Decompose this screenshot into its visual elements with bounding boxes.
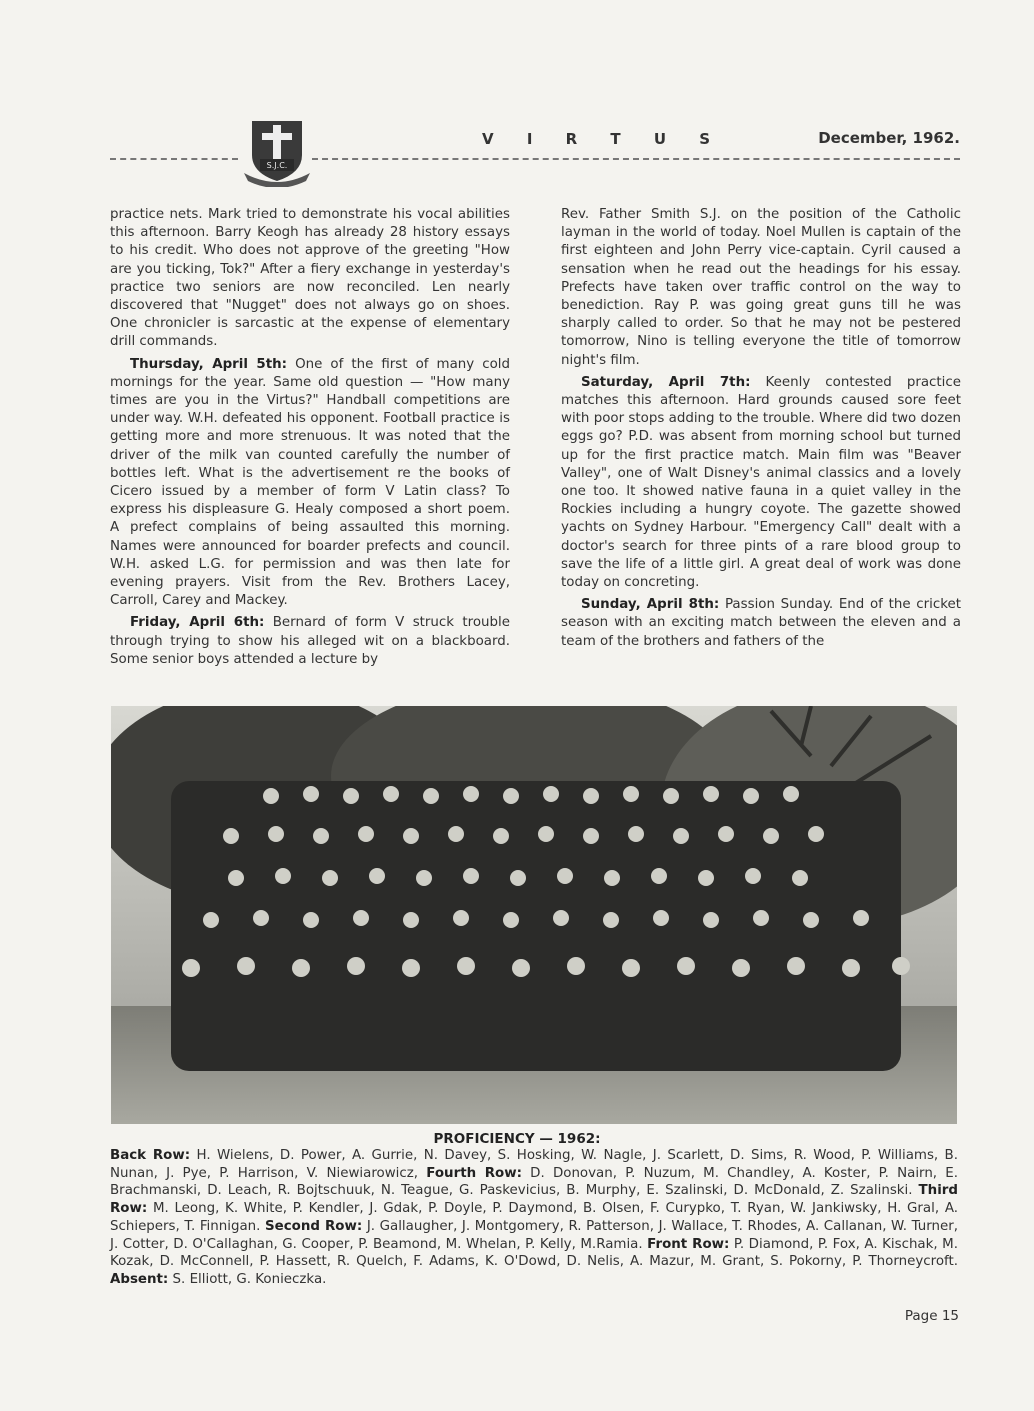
paragraph: Friday, April 6th: Bernard of form V struck trouble through trying to show his alleged wit on a blackboard. Some senior boys attended a lecture by: [110, 615, 510, 667]
date-heading: Thursday, April 5th:: [130, 356, 288, 372]
row-label: Front Row:: [647, 1236, 730, 1252]
row-label: Fourth Row:: [426, 1165, 522, 1181]
row-label: Second Row:: [265, 1218, 363, 1234]
date-heading: Friday, April 6th:: [130, 615, 265, 631]
photo-illustration: [111, 706, 957, 1124]
paragraph: Sunday, April 8th: Passion Sunday. End of the cricket season with an exciting match between the eleven and a team of the brothers and fathers of the: [561, 597, 961, 649]
publication-title: V I R T U S: [482, 130, 725, 148]
paragraph: Rev. Father Smith S.J. on the position of the Catholic layman in the world of today. Noel Mullen is captain of the first eighteen and John Perry vice-captain. Cyril caused a sensation when he read out the headings for his essay. Prefects have taken over traffic control on the way to benediction. Ray P. was going great guns till he was sharply called to order. So that he may not be pestered tomorrow, Nino is telling everyone the title of tomorrow night's film.: [561, 207, 961, 368]
left-column: [110, 206, 510, 673]
paragraph: Saturday, April 7th: Keenly contested practice matches this afternoon. Hard grounds caused sore feet with poor stops adding to the trouble. Where did two dozen eggs go? P.D. was absent from morning school but turned up for the first practice match. Main film was "Beaver Valley", one of Walt Disney's animal classics and a lovely one too. It showed native fauna in a quiet valley in the Rockies including a hungry coyote. The gazette showed yachts on Sydney Harbour. "Emergency Call" dealt with a doctor's search for three pints of a rare blood group to save the life of a little girl. A great deal of work was done today on concreting.: [561, 374, 961, 591]
group-photograph: [111, 706, 957, 1124]
svg-text:S.J.C.: S.J.C.: [266, 161, 288, 170]
issue-date: December, 1962.: [818, 129, 960, 147]
school-crest-icon: [242, 115, 312, 187]
date-heading: Sunday, April 8th:: [581, 597, 720, 613]
photo-caption: Back Row: H. Wielens, D. Power, A. Gurrie, N. Davey, S. Hosking, W. Nagle, J. Scarlett, D. Sims, R. Wood, P. Williams, B. Nunan, J. Pye, P. Harrison, V. Niewiarowicz, Fourth Row: D. Donovan, P. Nuzum, M. Chandley, A. Koster, P. Nairn, E. Brachmanski, D. Leach, R. Bojtschuuk, N. Teague, G. Paskevicius, B. Murphy, E. Szalinski, D. McDonald, Z. Szalinski. Third Row: M. Leong, K. White, P. Kendler, J. Gdak, P. Doyle, P. Daymond, B. Olsen, F. Curypko, T. Ryan, W. Jankiwsky, H. Gral, A. Schiepers, T. Finnigan. Second Row: J. Gallaugher, J. Montgomery, R. Patterson, J. Wallace, T. Rhodes, A. Callanan, W. Turner, J. Cotter, D. O'Callaghan, G. Cooper, P. Beamond, M. Whelan, P. Kelly, M.Ramia. Front Row: P. Diamond, P. Fox, A. Kischak, M. Kozak, D. McConnell, P. Hassett, R. Quelch, F. Adams, K. O'Dowd, D. Nelis, A. Mazur, M. Grant, S. Pokorny, P. Thorneycroft. Absent: S. Elliott, G. Konieczka.: [110, 1148, 958, 1287]
date-heading: Saturday, April 7th:: [581, 374, 751, 390]
paragraph: practice nets. Mark tried to demonstrate his vocal abilities this afternoon. Barry Keogh has already 28 history essays to his credit. Who does not approve of the greeting "How are you ticking, Tok?" After a fiery exchange in yesterday's practice two seniors are now reconciled. Len nearly discovered that "Nugget" does not always go on shoes. One chronicler is sarcastic at the expense of elementary drill commands.: [110, 207, 510, 350]
page-header: [110, 115, 960, 190]
row-label: Back Row:: [110, 1148, 191, 1163]
row-label: Absent:: [110, 1271, 169, 1287]
paragraph: Thursday, April 5th: One of the first of many cold mornings for the year. Same old question — "How many times are you in the Virtus?" Handball competitions are under way. W.H. defeated his opponent. Football practice is getting more and more strenuous. It was noted that the driver of the milk van counted carefully the number of bottles left. What is the advertisement re the books of Cicero issued by a member of form V Latin class? To express his displeasure G. Healy composed a short poem. A prefect complains of being assaulted this morning. Names were announced for boarder prefects and council. W.H. asked L.G. for permission and was then late for evening prayers. Visit from the Rev. Brothers Lacey, Carroll, Carey and Mackey.: [110, 356, 511, 609]
header-rule-left: [110, 158, 238, 160]
page-number: Page 15: [904, 1308, 959, 1324]
right-column: [561, 206, 961, 655]
row-label: Third Row:: [110, 1183, 958, 1217]
header-rule-right: [312, 158, 960, 160]
photo-caption-title: PROFICIENCY — 1962:: [433, 1131, 601, 1147]
